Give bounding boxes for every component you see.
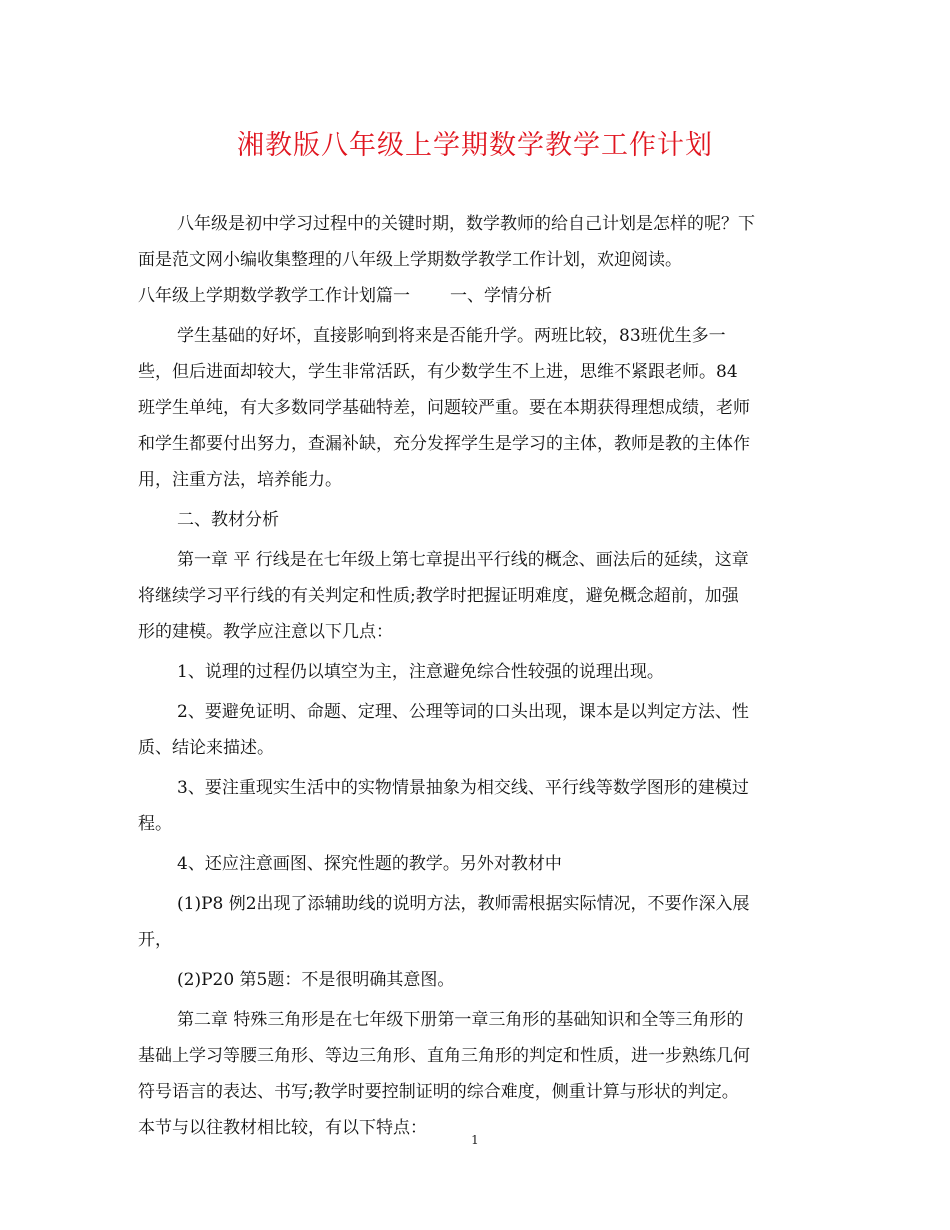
- sub-point-1-line-2: 开，: [138, 930, 172, 950]
- analysis-line-5: 用，注重方法，培养能力。: [138, 470, 342, 490]
- document-title: 湘教版八年级上学期数学教学工作计划: [237, 130, 713, 161]
- chapter2-line-3: 符号语言的表达、书写;教学时要控制证明的综合难度，侧重计算与形状的判定。: [138, 1082, 739, 1102]
- analysis-line-1: 学生基础的好坏，直接影响到将来是否能升学。两班比较，83班优生多一: [177, 326, 726, 346]
- chapter2-line-2: 基础上学习等腰三角形、等边三角形、直角三角形的判定和性质，进一步熟练几何: [138, 1046, 750, 1066]
- chapter1-paragraph: [138, 542, 810, 578]
- point-1: 1、说理的过程仍以填空为主，注意避免综合性较强的说理出现。: [177, 662, 664, 682]
- chapter1-line-2: 将继续学习平行线的有关判定和性质;教学时把握证明难度，避免概念超前，加强: [138, 586, 739, 606]
- chapter2-paragraph: [138, 1002, 810, 1038]
- chapter2-line-4: 本节与以往教材相比较，有以下特点：: [138, 1118, 427, 1138]
- intro-paragraph: [138, 206, 810, 242]
- point-2-line-1: 2、要避免证明、命题、定理、公理等词的口头出现，课本是以判定方法、性: [177, 702, 749, 722]
- analysis-line-2: 些，但后进面却较大，学生非常活跃，有少数学生不上进，思维不紧跟老师。84: [138, 362, 738, 382]
- textbook-heading: 二、教材分析: [177, 510, 279, 530]
- sub-point-2: (2)P20 第5题：不是很明确其意图。: [177, 970, 455, 990]
- chapter1-line-1: 第一章 平 行线是在七年级上第七章提出平行线的概念、画法后的延续，这章: [177, 550, 749, 570]
- section-subheading: 一、学情分析: [450, 286, 552, 306]
- section-heading-row: [138, 278, 810, 314]
- point-2-cont: [138, 730, 810, 766]
- chapter1-paragraph-cont: [138, 578, 810, 650]
- sub-point-1-cont: [138, 922, 810, 958]
- document-body: [138, 206, 810, 1146]
- analysis-paragraph-cont: [138, 354, 810, 498]
- section-heading: 八年级上学期数学教学工作计划篇一: [138, 286, 410, 306]
- point-3-line-1: 3、要注重现实生活中的实物情景抽象为相交线、平行线等数学图形的建模过: [177, 778, 749, 798]
- chapter1-line-3: 形的建模。教学应注意以下几点：: [138, 622, 393, 642]
- intro-line-2: 面是范文网小编收集整理的八年级上学期数学教学工作计划，欢迎阅读。: [138, 250, 682, 270]
- intro-paragraph-cont: [138, 242, 810, 278]
- point-2-line-2: 质、结论来描述。: [138, 738, 274, 758]
- point-2: [138, 694, 810, 730]
- point-3-cont: [138, 806, 810, 842]
- chapter2-line-1: 第二章 特殊三角形是在七年级下册第一章三角形的基础知识和全等三角形的: [177, 1010, 744, 1030]
- sub-point-1-line-1: (1)P8 例2出现了添辅助线的说明方法，教师需根据实际情况，不要作深入展: [177, 894, 750, 914]
- analysis-line-3: 班学生单纯，有大多数同学基础特差，问题较严重。要在本期获得理想成绩，老师: [138, 398, 750, 418]
- analysis-paragraph: [138, 318, 810, 354]
- page-number: 1: [471, 1133, 479, 1147]
- chapter2-paragraph-cont: [138, 1038, 810, 1146]
- point-3: [138, 770, 810, 806]
- intro-line-1: 八年级是初中学习过程中的关键时期，数学教师的给自己计划是怎样的呢？下: [177, 214, 755, 234]
- sub-point-1: [138, 886, 810, 922]
- analysis-line-4: 和学生都要付出努力，查漏补缺，充分发挥学生是学习的主体，教师是教的主体作: [138, 434, 750, 454]
- point-3-line-2: 程。: [138, 814, 172, 834]
- point-4: 4、还应注意画图、探究性题的教学。另外对教材中: [177, 854, 562, 874]
